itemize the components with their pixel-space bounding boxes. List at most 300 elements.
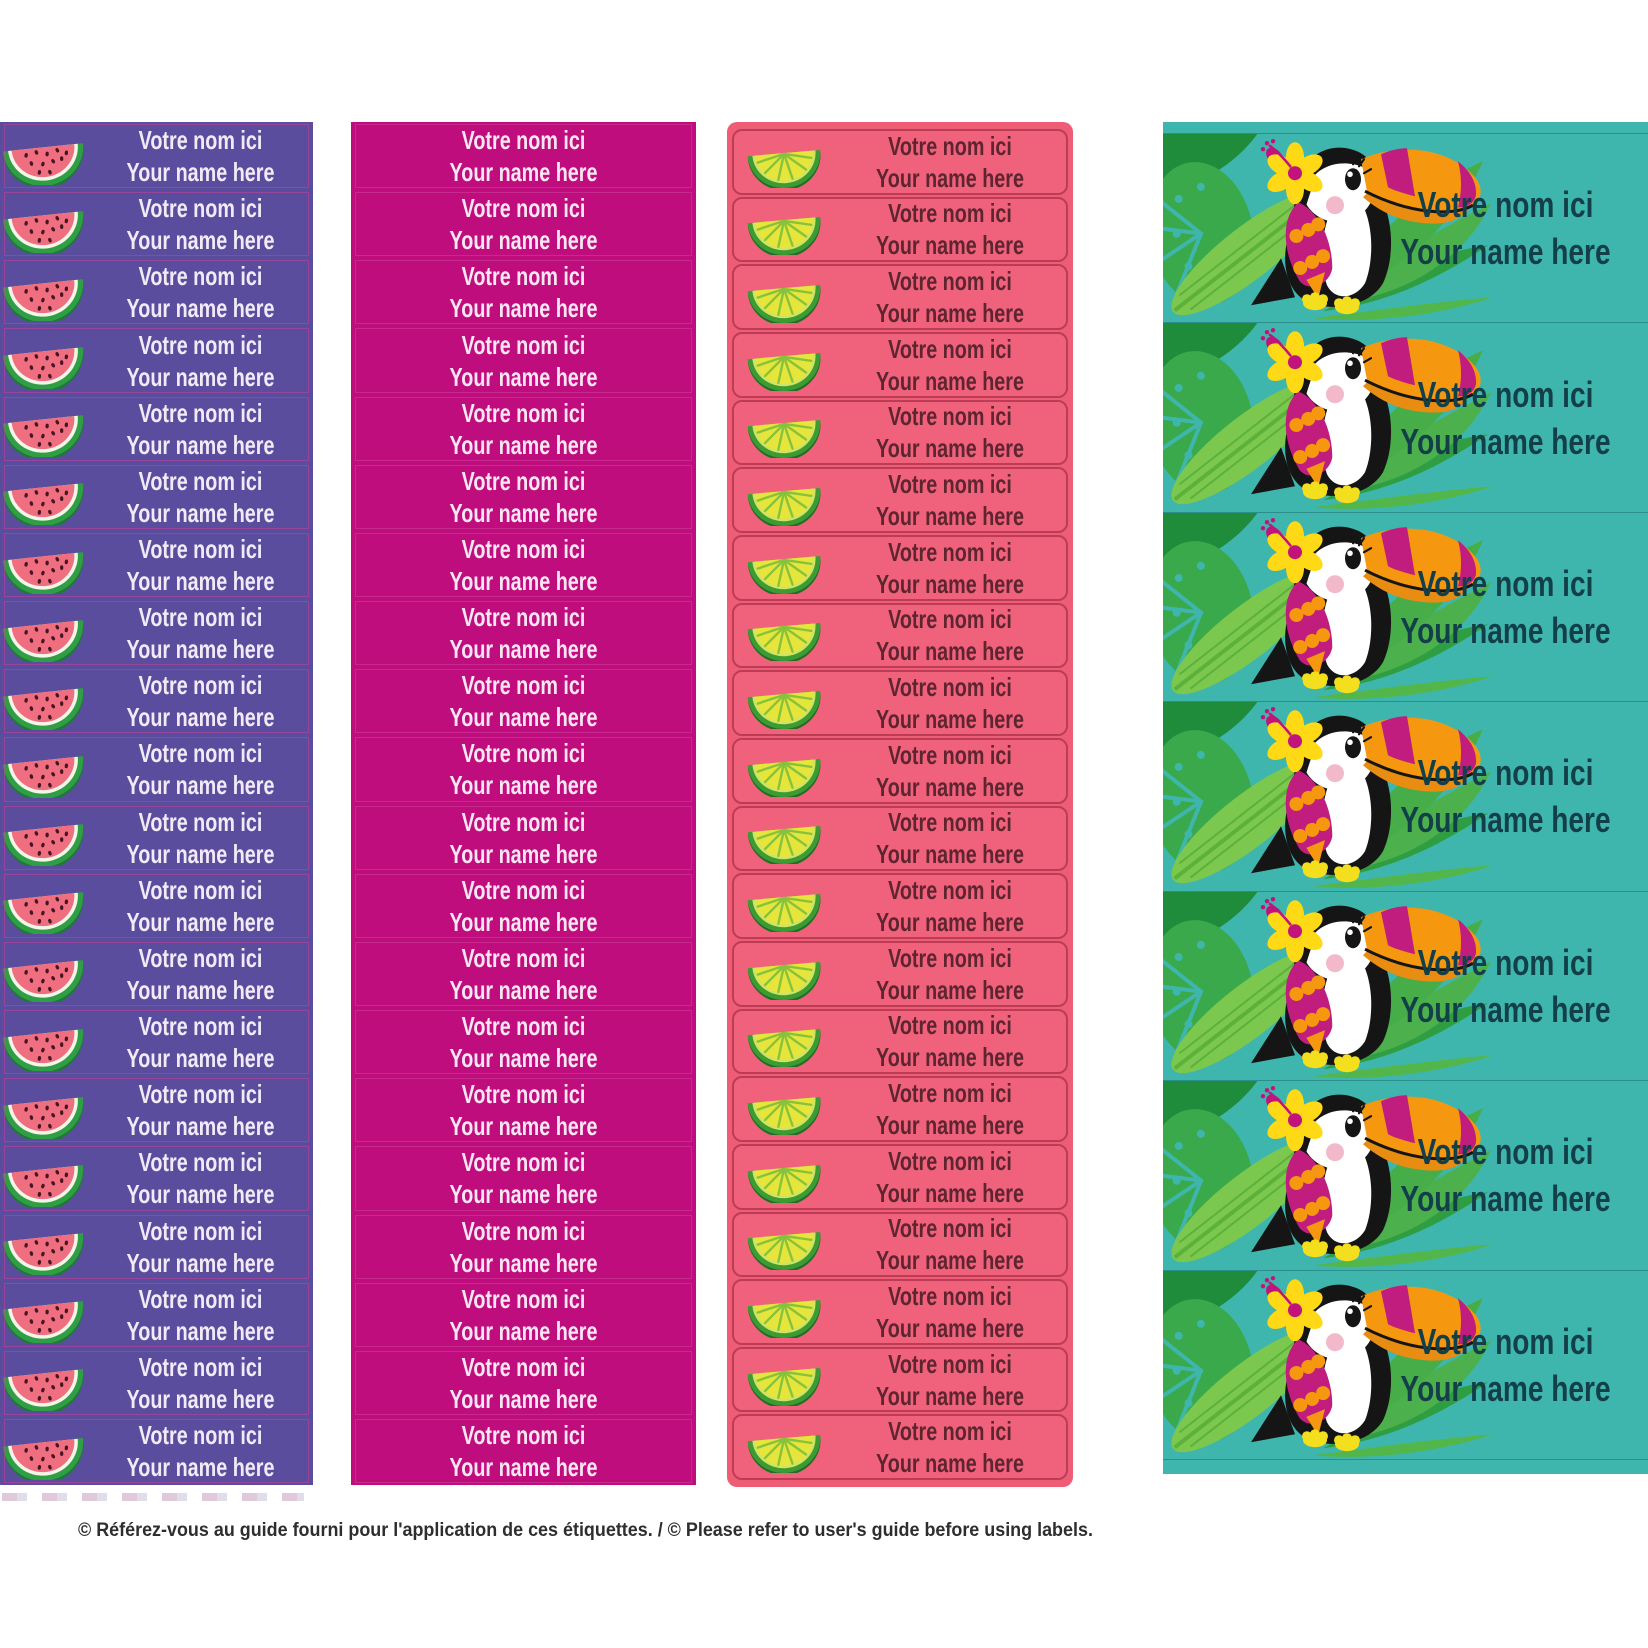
label-line-fr: Votre nom ici (1417, 941, 1594, 983)
label-row (732, 670, 1068, 736)
lime-icon (734, 948, 834, 1000)
label-text (115, 942, 286, 1006)
label-line-fr: Votre nom ici (888, 1213, 1012, 1244)
label-line-en: Your name here (449, 702, 598, 733)
label-text (392, 874, 654, 938)
label-text (115, 1146, 286, 1210)
label-line-en: Your name here (1400, 420, 1611, 462)
label-row (1163, 1270, 1648, 1460)
label-line-en: Your name here (876, 162, 1024, 193)
watermelon-icon (0, 1082, 88, 1139)
watermelon-icon (0, 809, 88, 866)
label-line-en: Your name here (126, 1383, 275, 1414)
label-row (0, 1417, 313, 1485)
label-line-en: Your name here (126, 838, 275, 869)
label-line-fr: Votre nom ici (138, 602, 263, 633)
label-text (115, 260, 286, 324)
label-line-en: Your name here (449, 225, 598, 256)
label-line-en: Your name here (449, 634, 598, 665)
lime-icon (734, 677, 834, 729)
scan-artifact-dashes (2, 1493, 304, 1501)
label-text (862, 1077, 1038, 1141)
label-row (0, 599, 313, 667)
label-line-fr: Votre nom ici (888, 1280, 1012, 1311)
watermelon-icon (0, 537, 88, 594)
lime-icon (734, 406, 834, 458)
label-line-en: Your name here (876, 839, 1024, 870)
label-row (732, 1212, 1068, 1278)
label-row (0, 463, 313, 531)
label-line-fr: Votre nom ici (138, 329, 263, 360)
watermelon-icon (0, 1354, 88, 1411)
label-text (392, 329, 654, 393)
label-line-en: Your name here (1400, 610, 1611, 652)
label-line-fr: Votre nom ici (138, 261, 263, 292)
label-row (0, 872, 313, 940)
label-row (1163, 133, 1648, 322)
label-row (732, 197, 1068, 263)
label-line-en: Your name here (449, 157, 598, 188)
label-line-en: Your name here (876, 433, 1024, 464)
label-row (351, 1213, 696, 1281)
label-text (392, 124, 654, 188)
label-line-fr: Votre nom ici (888, 333, 1012, 364)
label-text (862, 1348, 1038, 1412)
label-line-en: Your name here (876, 1042, 1024, 1073)
label-line-fr: Votre nom ici (1417, 1320, 1594, 1362)
label-line-en: Your name here (876, 636, 1024, 667)
label-line-fr: Votre nom ici (888, 604, 1012, 635)
label-row (732, 467, 1068, 533)
label-row (351, 1281, 696, 1349)
label-line-fr: Votre nom ici (138, 1147, 263, 1178)
label-text (862, 1212, 1038, 1276)
label-row (0, 1076, 313, 1144)
label-text (862, 400, 1038, 464)
label-text (862, 942, 1038, 1006)
label-row (351, 258, 696, 326)
label-line-fr: Votre nom ici (461, 1283, 586, 1314)
label-line-fr: Votre nom ici (888, 942, 1012, 973)
label-line-fr: Votre nom ici (461, 261, 586, 292)
label-line-fr: Votre nom ici (461, 125, 586, 156)
watermelon-icon (0, 605, 88, 662)
label-text (1394, 513, 1616, 701)
label-line-fr: Votre nom ici (461, 1420, 586, 1451)
label-line-en: Your name here (876, 1448, 1024, 1479)
label-line-en: Your name here (1400, 799, 1611, 841)
lime-icon (734, 1354, 834, 1406)
label-row (0, 667, 313, 735)
label-line-en: Your name here (449, 974, 598, 1005)
label-row (351, 599, 696, 667)
label-line-fr: Votre nom ici (138, 1351, 263, 1382)
label-line-en: Your name here (876, 568, 1024, 599)
label-text (862, 130, 1038, 194)
label-line-en: Your name here (876, 1177, 1024, 1208)
label-line-fr: Votre nom ici (888, 401, 1012, 432)
label-line-fr: Votre nom ici (138, 1420, 263, 1451)
label-line-fr: Votre nom ici (888, 536, 1012, 567)
label-row (351, 1349, 696, 1417)
label-row (1163, 512, 1648, 701)
label-line-en: Your name here (449, 1111, 598, 1142)
label-row (351, 1076, 696, 1144)
label-row (351, 804, 696, 872)
label-row (0, 1144, 313, 1212)
watermelon-icon (0, 332, 88, 389)
usage-note: © Référez-vous au guide fourni pour l'application de ces étiquettes. / © Please refer to user's guide before using labels. (78, 1519, 1093, 1541)
label-line-en: Your name here (876, 1110, 1024, 1141)
label-text (1394, 1081, 1616, 1269)
label-text (392, 1010, 654, 1074)
label-line-fr: Votre nom ici (461, 397, 586, 428)
label-line-fr: Votre nom ici (138, 806, 263, 837)
label-line-fr: Votre nom ici (138, 1215, 263, 1246)
label-line-fr: Votre nom ici (138, 465, 263, 496)
lime-icon (734, 1286, 834, 1338)
label-row (0, 395, 313, 463)
label-line-fr: Votre nom ici (1417, 373, 1594, 415)
label-row (0, 326, 313, 394)
label-row (351, 190, 696, 258)
label-row (0, 122, 313, 190)
label-line-en: Your name here (449, 770, 598, 801)
watermelon-icon (0, 741, 88, 798)
label-text (1394, 134, 1616, 322)
label-line-fr: Votre nom ici (888, 1145, 1012, 1176)
label-line-en: Your name here (126, 497, 275, 528)
label-line-fr: Votre nom ici (461, 806, 586, 837)
label-line-fr: Votre nom ici (138, 1079, 263, 1110)
label-row (351, 667, 696, 735)
label-text (392, 1351, 654, 1415)
lime-icon (734, 1151, 834, 1203)
label-line-fr: Votre nom ici (888, 672, 1012, 703)
label-line-en: Your name here (126, 634, 275, 665)
label-row (732, 1279, 1068, 1345)
label-text (392, 1146, 654, 1210)
label-line-fr: Votre nom ici (1417, 752, 1594, 794)
label-line-en: Your name here (876, 704, 1024, 735)
label-line-fr: Votre nom ici (1417, 1131, 1594, 1173)
label-line-fr: Votre nom ici (138, 874, 263, 905)
watermelon-icon (0, 877, 88, 934)
label-row (732, 1009, 1068, 1075)
watermelon-icon (0, 1286, 88, 1343)
label-text (115, 329, 286, 393)
label-row (732, 738, 1068, 804)
label-row (351, 463, 696, 531)
label-row (732, 129, 1068, 195)
label-row (0, 258, 313, 326)
label-text (115, 1351, 286, 1415)
watermelon-icon (0, 264, 88, 321)
lime-icon (734, 880, 834, 932)
watermelon-icon (0, 468, 88, 525)
lime-icon (734, 271, 834, 323)
label-row (732, 806, 1068, 872)
label-line-fr: Votre nom ici (461, 329, 586, 360)
label-line-en: Your name here (876, 1245, 1024, 1276)
label-line-fr: Votre nom ici (888, 130, 1012, 161)
label-line-en: Your name here (876, 907, 1024, 938)
label-line-fr: Votre nom ici (461, 465, 586, 496)
label-line-fr: Votre nom ici (138, 193, 263, 224)
toucan-teal-strip (1163, 122, 1648, 1474)
label-text (392, 806, 654, 870)
label-row (0, 1008, 313, 1076)
label-line-en: Your name here (126, 566, 275, 597)
label-row (1163, 701, 1648, 890)
label-text (392, 669, 654, 733)
label-text (392, 601, 654, 665)
label-text (115, 874, 286, 938)
label-line-en: Your name here (449, 1315, 598, 1346)
label-line-en: Your name here (1400, 1178, 1611, 1220)
label-text (115, 737, 286, 801)
label-line-fr: Votre nom ici (461, 738, 586, 769)
label-row (0, 190, 313, 258)
label-row (732, 941, 1068, 1007)
label-text (115, 397, 286, 461)
label-line-fr: Votre nom ici (461, 1215, 586, 1246)
label-line-en: Your name here (449, 293, 598, 324)
label-line-fr: Votre nom ici (888, 1348, 1012, 1379)
label-text (1394, 892, 1616, 1080)
label-text (115, 601, 286, 665)
label-line-en: Your name here (126, 702, 275, 733)
label-line-fr: Votre nom ici (138, 670, 263, 701)
lime-icon (734, 1015, 834, 1067)
label-text (115, 192, 286, 256)
label-line-en: Your name here (876, 771, 1024, 802)
label-line-en: Your name here (449, 1383, 598, 1414)
label-text (115, 533, 286, 597)
label-line-fr: Votre nom ici (888, 1010, 1012, 1041)
lime-icon (734, 339, 834, 391)
label-row (351, 1008, 696, 1076)
label-line-en: Your name here (1400, 988, 1611, 1030)
label-text (1394, 1271, 1616, 1459)
label-row (351, 940, 696, 1008)
label-line-en: Your name here (449, 361, 598, 392)
label-line-fr: Votre nom ici (1417, 184, 1594, 226)
label-row (0, 1213, 313, 1281)
label-line-fr: Votre nom ici (888, 1078, 1012, 1109)
watermelon-icon (0, 128, 88, 185)
label-line-en: Your name here (126, 770, 275, 801)
label-line-en: Your name here (876, 298, 1024, 329)
label-line-fr: Votre nom ici (461, 942, 586, 973)
label-text (392, 942, 654, 1006)
label-text (862, 671, 1038, 735)
label-text (115, 1419, 286, 1483)
label-row (732, 1347, 1068, 1413)
label-text (392, 465, 654, 529)
label-line-en: Your name here (876, 1312, 1024, 1343)
label-row (1163, 322, 1648, 511)
label-line-en: Your name here (126, 361, 275, 392)
label-line-fr: Votre nom ici (138, 1011, 263, 1042)
label-text (862, 739, 1038, 803)
lime-coral-strip (727, 122, 1073, 1487)
label-text (862, 265, 1038, 329)
label-line-en: Your name here (1400, 1367, 1611, 1409)
label-line-fr: Votre nom ici (888, 875, 1012, 906)
label-line-fr: Votre nom ici (888, 198, 1012, 229)
label-line-fr: Votre nom ici (461, 602, 586, 633)
label-line-fr: Votre nom ici (1417, 563, 1594, 605)
label-line-en: Your name here (449, 1043, 598, 1074)
label-line-en: Your name here (449, 1452, 598, 1483)
lime-icon (734, 745, 834, 797)
lime-icon (734, 136, 834, 188)
label-line-en: Your name here (449, 1247, 598, 1278)
label-row (0, 940, 313, 1008)
label-text (115, 1215, 286, 1279)
label-text (115, 806, 286, 870)
label-line-en: Your name here (126, 1247, 275, 1278)
label-text (392, 1419, 654, 1483)
lime-icon (734, 812, 834, 864)
watermelon-icon (0, 1014, 88, 1071)
label-text (862, 1009, 1038, 1073)
label-row (732, 1076, 1068, 1142)
label-text (1394, 702, 1616, 890)
label-line-en: Your name here (126, 1452, 275, 1483)
label-line-en: Your name here (126, 225, 275, 256)
label-row (351, 531, 696, 599)
label-row (351, 872, 696, 940)
label-row (351, 1144, 696, 1212)
label-line-fr: Votre nom ici (461, 1147, 586, 1178)
label-line-en: Your name here (876, 1380, 1024, 1411)
label-line-en: Your name here (876, 230, 1024, 261)
label-text (115, 1010, 286, 1074)
label-line-en: Your name here (449, 1179, 598, 1210)
label-line-fr: Votre nom ici (888, 739, 1012, 770)
label-line-en: Your name here (126, 1315, 275, 1346)
label-line-fr: Votre nom ici (888, 807, 1012, 838)
label-line-fr: Votre nom ici (138, 1283, 263, 1314)
label-text (392, 192, 654, 256)
watermelon-icon (0, 1423, 88, 1480)
label-row (351, 395, 696, 463)
label-line-en: Your name here (449, 429, 598, 460)
label-row (1163, 1080, 1648, 1269)
label-text (392, 1215, 654, 1279)
label-row (732, 332, 1068, 398)
label-line-fr: Votre nom ici (138, 738, 263, 769)
label-line-en: Your name here (1400, 231, 1611, 273)
label-line-fr: Votre nom ici (461, 193, 586, 224)
lime-icon (734, 474, 834, 526)
label-text (862, 1145, 1038, 1209)
label-text (392, 260, 654, 324)
label-row (732, 400, 1068, 466)
label-line-fr: Votre nom ici (461, 874, 586, 905)
label-text (1394, 323, 1616, 511)
label-line-fr: Votre nom ici (138, 397, 263, 428)
label-text (115, 669, 286, 733)
lime-icon (734, 609, 834, 661)
label-text (392, 1283, 654, 1347)
label-row (0, 1349, 313, 1417)
label-line-fr: Votre nom ici (138, 534, 263, 565)
watermelon-icon (0, 1150, 88, 1207)
label-row (732, 1414, 1068, 1480)
label-row (351, 326, 696, 394)
label-row (732, 603, 1068, 669)
label-text (392, 1078, 654, 1142)
lime-icon (734, 542, 834, 594)
label-row (351, 1417, 696, 1485)
label-line-en: Your name here (126, 974, 275, 1005)
label-row (1163, 891, 1648, 1080)
label-text (862, 1280, 1038, 1344)
watermelon-icon (0, 673, 88, 730)
label-line-en: Your name here (126, 157, 275, 188)
lime-icon (734, 1083, 834, 1135)
label-line-en: Your name here (126, 906, 275, 937)
label-text (862, 536, 1038, 600)
label-text (862, 468, 1038, 532)
label-line-fr: Votre nom ici (138, 125, 263, 156)
label-row (351, 122, 696, 190)
label-line-fr: Votre nom ici (461, 534, 586, 565)
label-line-fr: Votre nom ici (888, 1416, 1012, 1447)
label-text (115, 1078, 286, 1142)
label-text (392, 737, 654, 801)
label-text (862, 874, 1038, 938)
label-row (732, 535, 1068, 601)
label-row (732, 1144, 1068, 1210)
label-line-fr: Votre nom ici (461, 1079, 586, 1110)
label-line-en: Your name here (126, 1043, 275, 1074)
label-text (862, 806, 1038, 870)
label-line-fr: Votre nom ici (461, 1351, 586, 1382)
label-row (0, 1281, 313, 1349)
label-line-en: Your name here (126, 293, 275, 324)
lime-icon (734, 203, 834, 255)
label-text (862, 1415, 1038, 1479)
label-line-en: Your name here (126, 429, 275, 460)
label-line-fr: Votre nom ici (888, 469, 1012, 500)
watermelon-icon (0, 196, 88, 253)
label-line-en: Your name here (876, 501, 1024, 532)
label-line-en: Your name here (449, 906, 598, 937)
label-row (732, 264, 1068, 330)
label-row (0, 735, 313, 803)
watermelon-purple-strip (0, 122, 313, 1485)
label-text (115, 124, 286, 188)
label-line-en: Your name here (449, 566, 598, 597)
watermelon-icon (0, 1218, 88, 1275)
label-text (115, 1283, 286, 1347)
label-line-fr: Votre nom ici (138, 942, 263, 973)
lime-icon (734, 1421, 834, 1473)
label-row (0, 804, 313, 872)
label-text (862, 603, 1038, 667)
label-line-fr: Votre nom ici (888, 266, 1012, 297)
lime-icon (734, 1218, 834, 1270)
label-line-en: Your name here (126, 1111, 275, 1142)
watermelon-icon (0, 945, 88, 1002)
label-text (392, 397, 654, 461)
label-text (862, 333, 1038, 397)
label-row (732, 873, 1068, 939)
